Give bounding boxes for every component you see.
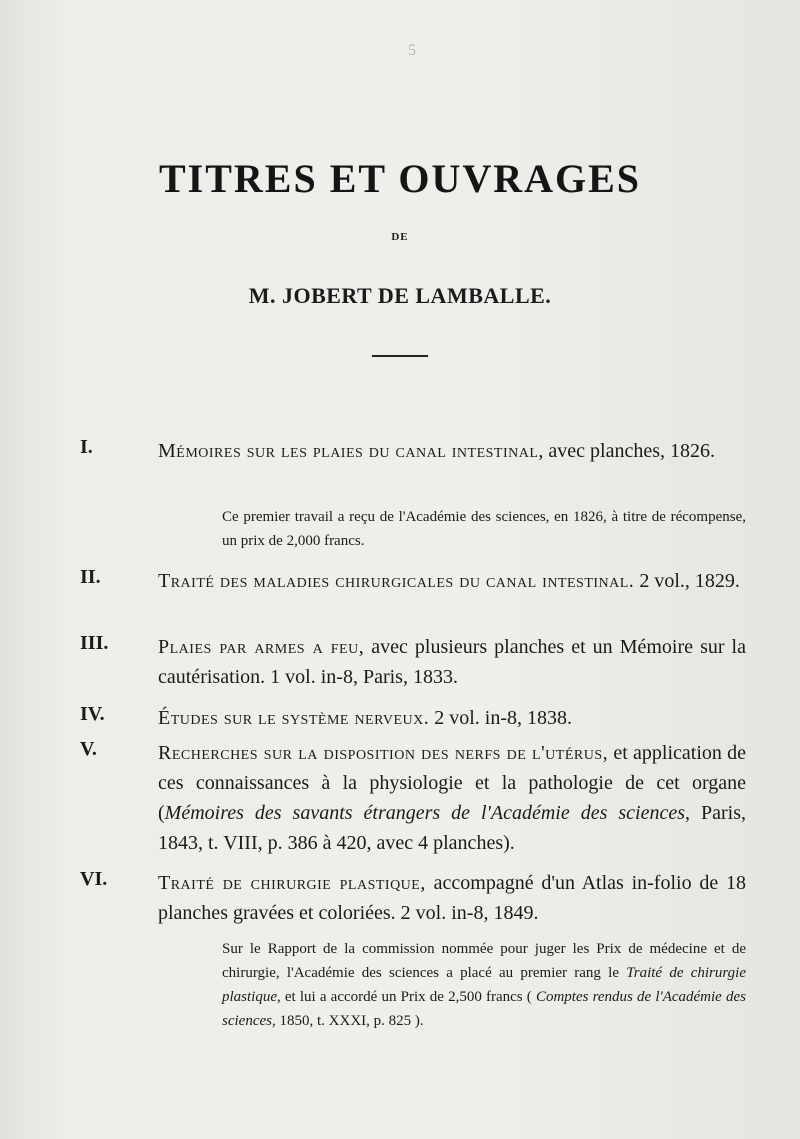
entry-title: Études sur le système nerveux. bbox=[158, 707, 430, 729]
entry-number: VI. bbox=[80, 868, 108, 890]
entry-number: V. bbox=[80, 738, 97, 760]
note-text bbox=[190, 937, 746, 1033]
note-text-b: , et lui a accordé un Prix de 2,500 francs ( bbox=[277, 989, 536, 1005]
entry-title: Traité des maladies chirurgicales du canal intestinal. bbox=[158, 570, 635, 592]
entry-number: I. bbox=[80, 436, 93, 458]
entry-title: Recherches sur la disposition des nerfs de l'utérus, bbox=[158, 742, 609, 764]
entry-text bbox=[158, 703, 746, 733]
entry-detail-end: , Paris, 1843, t. VIII, p. 386 à 420, avec 4 planches). bbox=[158, 802, 746, 854]
entry-detail: 2 vol. in-8, 1838. bbox=[434, 707, 572, 729]
entry-title: Traité de chirurgie plastique, bbox=[158, 872, 426, 894]
entry-detail: et application de ces connaissances à la physiologie et la pathologie de cet organe ( bbox=[158, 742, 746, 824]
page-title: TITRES ET OUVRAGES bbox=[158, 156, 642, 201]
entry-number: III. bbox=[80, 632, 109, 654]
entry-detail: avec plusieurs planches et un Mémoire sur la cautérisation. 1 vol. in-8, Paris, 1833. bbox=[158, 636, 746, 688]
entry-detail-italic: Mémoires des savants étrangers de l'Académie des sciences bbox=[164, 802, 685, 824]
entry-number: IV. bbox=[80, 703, 105, 725]
note-text: Ce premier travail a reçu de l'Académie des sciences, en 1826, à titre de récompense, un prix de 2,000 francs. bbox=[222, 509, 746, 549]
entry-number: II. bbox=[80, 566, 101, 588]
page-number: 5 bbox=[408, 42, 416, 59]
entry-text bbox=[158, 436, 746, 466]
entry-detail: accompagné d'un Atlas in-folio de 18 planches gravées et coloriées. 2 vol. in-8, 1849. bbox=[158, 872, 746, 924]
entry-6-note bbox=[190, 937, 746, 1033]
entry-1-note bbox=[190, 505, 746, 553]
title-divider bbox=[372, 355, 428, 357]
entry-title: Plaies par armes a feu, bbox=[158, 636, 365, 658]
entry-detail: , avec planches, 1826. bbox=[538, 440, 716, 462]
note-italic-title: Traité de chirurgie plastique bbox=[222, 965, 746, 1005]
note-text-c: , 1850, t. XXXI, p. 825 ). bbox=[271, 1013, 424, 1029]
title-connector: DE bbox=[391, 231, 409, 243]
entry-title: Mémoires sur les plaies du canal intestinal bbox=[158, 440, 539, 462]
entry-text bbox=[158, 632, 746, 692]
note-italic-source: Comptes rendus de l'Académie des sciences bbox=[222, 989, 746, 1029]
entry-detail: 2 vol., 1829. bbox=[639, 570, 740, 592]
author-name: M. JOBERT DE LAMBALLE. bbox=[248, 283, 552, 308]
entry-text bbox=[158, 738, 746, 858]
entry-text bbox=[158, 868, 746, 928]
entry-text bbox=[158, 566, 746, 596]
note-text-a: Sur le Rapport de la commission nommée pour juger les Prix de médecine et de chirurgie, l'Académie des sciences a placé au premier rang le bbox=[222, 941, 746, 981]
